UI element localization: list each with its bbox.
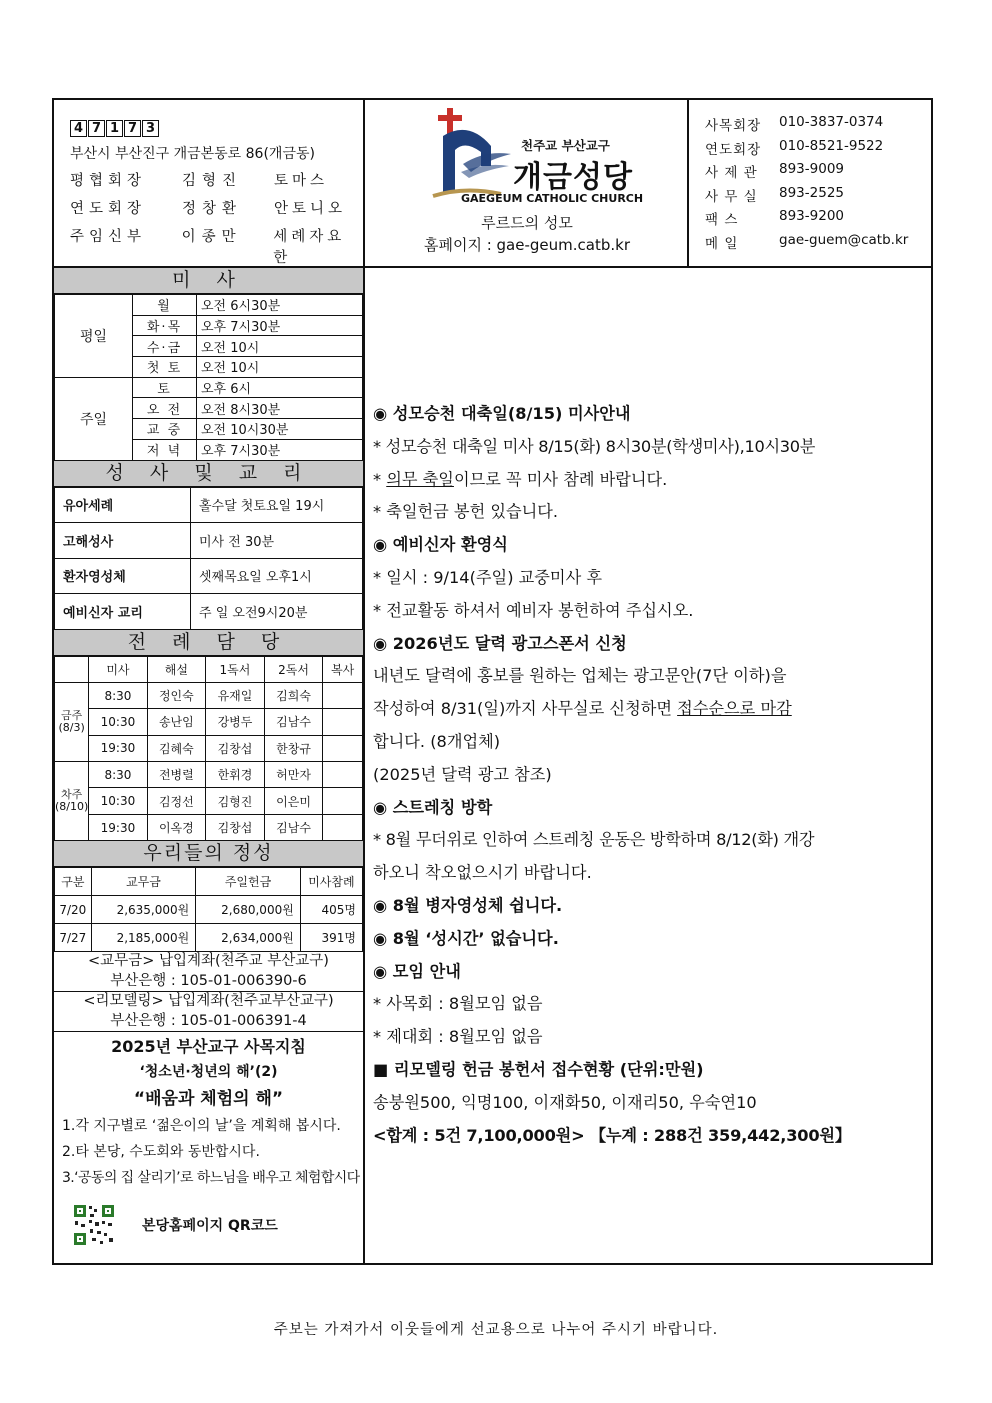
notice-title: ◉ 2026년도 달력 광고스폰서 신청 <box>373 633 627 653</box>
person-row: 평협회장 김형진 토마스 <box>70 173 329 189</box>
mass-schedule-table: 평일 월 오전 6시30분 화·목 오후 7시30분 수·금 오전 10시 첫 토 오전 10시 주일 토 오후 6시 오 전 오전 8시30분 교 중 오전 10시30분 저 녁 오후 7시30분 <box>54 294 363 461</box>
table-row: 19:30 이옥경 김창섭 김남수 <box>55 814 363 840</box>
table-row: 7/27 2,185,000원 2,634,000원 391명 <box>55 924 363 952</box>
diocese-name: 천주교 부산교구 <box>521 138 610 153</box>
notice-line: <합계 : 5건 7,100,000원> 【누계 : 288건 359,442,300원】 <box>373 1125 851 1145</box>
notice-line: * 제대회 : 8월모임 없음 <box>373 1027 543 1047</box>
sacrament-table: 유아세례 홀수달 첫토요일 19시 고해성사 미사 전 30분 환자영성체 셋째목요일 오후1시 예비신자 교리 주 일 오전9시20분 <box>54 487 363 630</box>
parish-english-name: GAEGEUM CATHOLIC CHURCH <box>461 192 644 205</box>
notice-line: * 의무 축일이므로 꼭 미사 참례 바랍니다. <box>373 469 668 489</box>
notice-line: 내년도 달력에 홍보를 원하는 업체는 광고문안(7단 이하)을 <box>373 666 787 686</box>
table-row: 19:30 김혜숙 김창섭 한창규 <box>55 735 363 761</box>
offering-section-title: 우리들의 정성 <box>54 841 363 867</box>
person-row: 연도회장 정창환 안토니오 <box>70 201 347 217</box>
notice-line: * 축일헌금 봉헌 있습니다. <box>373 502 559 522</box>
contact-row: 메 일 gae-guem@catb.kr <box>705 231 909 252</box>
notice-line: * 성모승천 대축일 미사 8/15(화) 8시30분(학생미사),10시30분 <box>373 436 816 456</box>
person-row: 주임신부 이종만 세례자요한 <box>70 229 346 266</box>
qr-code[interactable] <box>72 1203 363 1247</box>
sacrament-section-title: 성 사 및 교 리 <box>54 461 363 487</box>
table-row: 금주(8/3) 8:30 정인숙 유재일 김희숙 <box>55 682 363 708</box>
zip-code: 4 7 1 7 3 <box>70 120 363 137</box>
notice-line: * 전교활동 하셔서 예비자 봉헌하여 주십시오. <box>373 600 694 620</box>
contact-row: 사 제 관 893-9009 <box>705 161 844 181</box>
remodeling-account: <리모델링> 납입계좌(천주교부산교구) 부산은행 : 105-01-006391-4 <box>54 992 363 1032</box>
mass-section-title: 미 사 <box>54 268 363 294</box>
liturgy-section-title: 전 례 담 당 <box>54 630 363 656</box>
parish-name: 개금성당 <box>513 160 633 195</box>
contact-row: 사 무 실 893-2525 <box>705 184 844 205</box>
diocese-policy: 2025년 부산교구 사목지침 ‘청소년·청년의 해’(2) “배움과 체험의 해” 1.각 지구별로 ‘젊은이의 날’을 계획해 봅시다. 2.타 본당, 수도회와 동반합시다. 3.‘공동의 집 살리기’로 하느님을 배우고 체험합시다 본당홈페이지 QR코드 <box>54 1032 363 1247</box>
parish-logo-area <box>365 100 689 268</box>
notice-line: * 사목회 : 8월모임 없음 <box>373 994 543 1014</box>
notice-title: ◉ 8월 병자영성체 쉽니다. <box>373 895 563 915</box>
left-column <box>54 268 365 1265</box>
patron-saint: 루르드의 성모 <box>481 214 573 232</box>
notice-title: ◉ 예비신자 환영식 <box>373 535 508 555</box>
tithe-account: <교무금> 납입계좌(천주교 부산교구) 부산은행 : 105-01-006390-6 <box>54 952 363 992</box>
parish-info <box>54 100 365 268</box>
table-row: 10:30 김정선 김형진 이은미 <box>55 788 363 814</box>
notice-title: ◉ 모임 안내 <box>373 961 461 981</box>
notice-line: 작성하여 8/31(일)까지 사무실로 신청하면 접수순으로 마감 <box>373 699 792 719</box>
liturgy-table: 미사 해설 1독서 2독서 복사 금주(8/3) 8:30 정인숙 유재일 김희숙 10:30 송난임 강병두 김남수 19:30 김혜숙 김창섭 한창규 차주(8/10) 8:30 전병렬 한휘경 허만자 10:30 김정선 김형진 이은미 19:30 이옥경 김창섭 김남수 <box>54 656 363 842</box>
table-row: 10:30 송난임 강병두 김남수 <box>55 709 363 735</box>
notice-title: ◉ 8월 ‘성시간’ 없습니다. <box>373 928 559 948</box>
address: 부산시 부산진구 개금본동로 86(개금동) <box>70 146 315 162</box>
homepage-link[interactable]: 홈페이지 : gae-geum.catb.kr <box>423 236 630 254</box>
church-logo-icon <box>425 106 515 206</box>
notice-line: (2025년 달력 광고 참조) <box>373 764 552 784</box>
footer-note: 주보는 가져가서 이웃들에게 선교용으로 나누어 주시기 바랍니다. <box>273 1322 719 1338</box>
notice-title: ◉ 스트레칭 방학 <box>373 797 493 817</box>
contact-row: 팩 스 893-9200 <box>705 208 844 228</box>
notice-title: ■ 리모델링 헌금 봉헌서 접수현황 (단위:만원) <box>373 1059 704 1079</box>
notice-column <box>365 268 933 1265</box>
bulletin-frame <box>52 98 933 1265</box>
notice-line: * 8월 무더위로 인하여 스트레칭 운동은 방학하며 8/12(화) 개강 <box>373 830 815 850</box>
notice-title: ◉ 성모승천 대축일(8/15) 미사안내 <box>373 404 631 423</box>
notice-line: 송붕원500, 익명100, 이재화50, 이재리50, 우숙연10 <box>373 1092 757 1112</box>
notice-line: 하오니 착오없으시기 바랍니다. <box>373 863 592 883</box>
offering-table: 구분 교무금 주일헌금 미사참례 7/20 2,635,000원 2,680,000원 405명 7/27 2,185,000원 2,634,000원 391명 <box>54 867 363 952</box>
contact-row: 연도회장 010-8521-9522 <box>705 137 884 158</box>
table-row: 차주(8/10) 8:30 전병렬 한휘경 허만자 <box>55 762 363 788</box>
table-row: 7/20 2,635,000원 2,680,000원 405명 <box>55 896 363 924</box>
contact-list <box>689 100 933 268</box>
contact-row: 사목회장 010-3837-0374 <box>705 114 884 134</box>
qr-code-label: 본당홈페이지 QR코드 <box>142 1218 278 1235</box>
notice-line: 합니다. (8개업체) <box>373 731 501 751</box>
notice-line: * 일시 : 9/14(주일) 교중미사 후 <box>373 567 602 587</box>
qr-code-icon <box>72 1203 116 1247</box>
